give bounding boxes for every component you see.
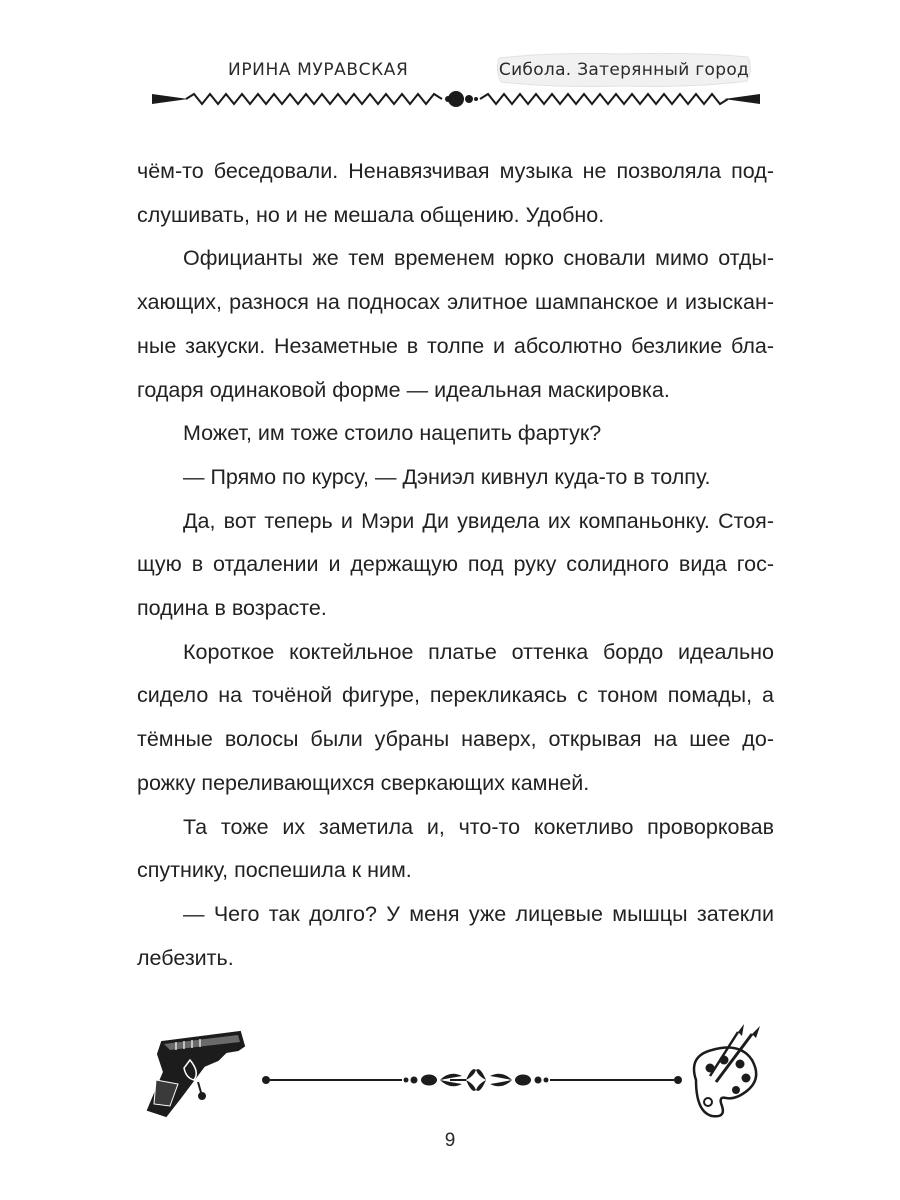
footer-divider-line	[262, 1069, 682, 1091]
paragraph-6: Короткое коктейльное платье оттенка бордо идеально сидело на точёной фигуре, перекликаясь с тоном помады, а тёмные волосы были убраны наверх, открывая на шее дорожку переливающихся сверкающих камней.	[137, 639, 774, 795]
paragraph-3: Может, им тоже стоило нацепить фартук?	[183, 421, 602, 446]
paragraph-1: чём-то беседовали. Ненавязчивая музыка не позволяла подслушивать, но и не мешала общению. Удобно.	[137, 159, 774, 227]
running-header-author: ИРИНА МУРАВСКАЯ	[228, 60, 409, 80]
paragraph-7: Та тоже их заметила и, что-то кокетливо проворковав спутнику, поспешила к ним.	[137, 814, 774, 883]
pistol-icon	[148, 1032, 244, 1116]
paint-palette-icon	[694, 1024, 760, 1116]
paragraph-5: Да, вот теперь и Мэри Ди увидела их компаньонку. Стоящую в отдалении и держащую под руку солидного вида господина в возрасте.	[137, 508, 774, 621]
paragraph-4: — Прямо по курсу, — Дэниэл кивнул куда-то в толпу.	[183, 464, 711, 489]
footer-ornament	[140, 1020, 765, 1130]
page-body-text	[137, 150, 774, 980]
page-number: 9	[444, 1130, 456, 1151]
header-zigzag-ornament	[150, 84, 762, 116]
paragraph-8: — Чего так долго? У меня уже лицевые мышцы затекли лебезить.	[137, 901, 774, 970]
paragraph-2: Официанты же тем временем юрко сновали мимо отдыхающих, разнося на подносах элитное шампанское и изысканные закуски. Незаметные в толпе и абсолютно безликие благодаря одинаковой форме — идеальная маскировка.	[137, 246, 774, 402]
running-header-book-title: Сибола. Затерянный город	[498, 60, 750, 80]
